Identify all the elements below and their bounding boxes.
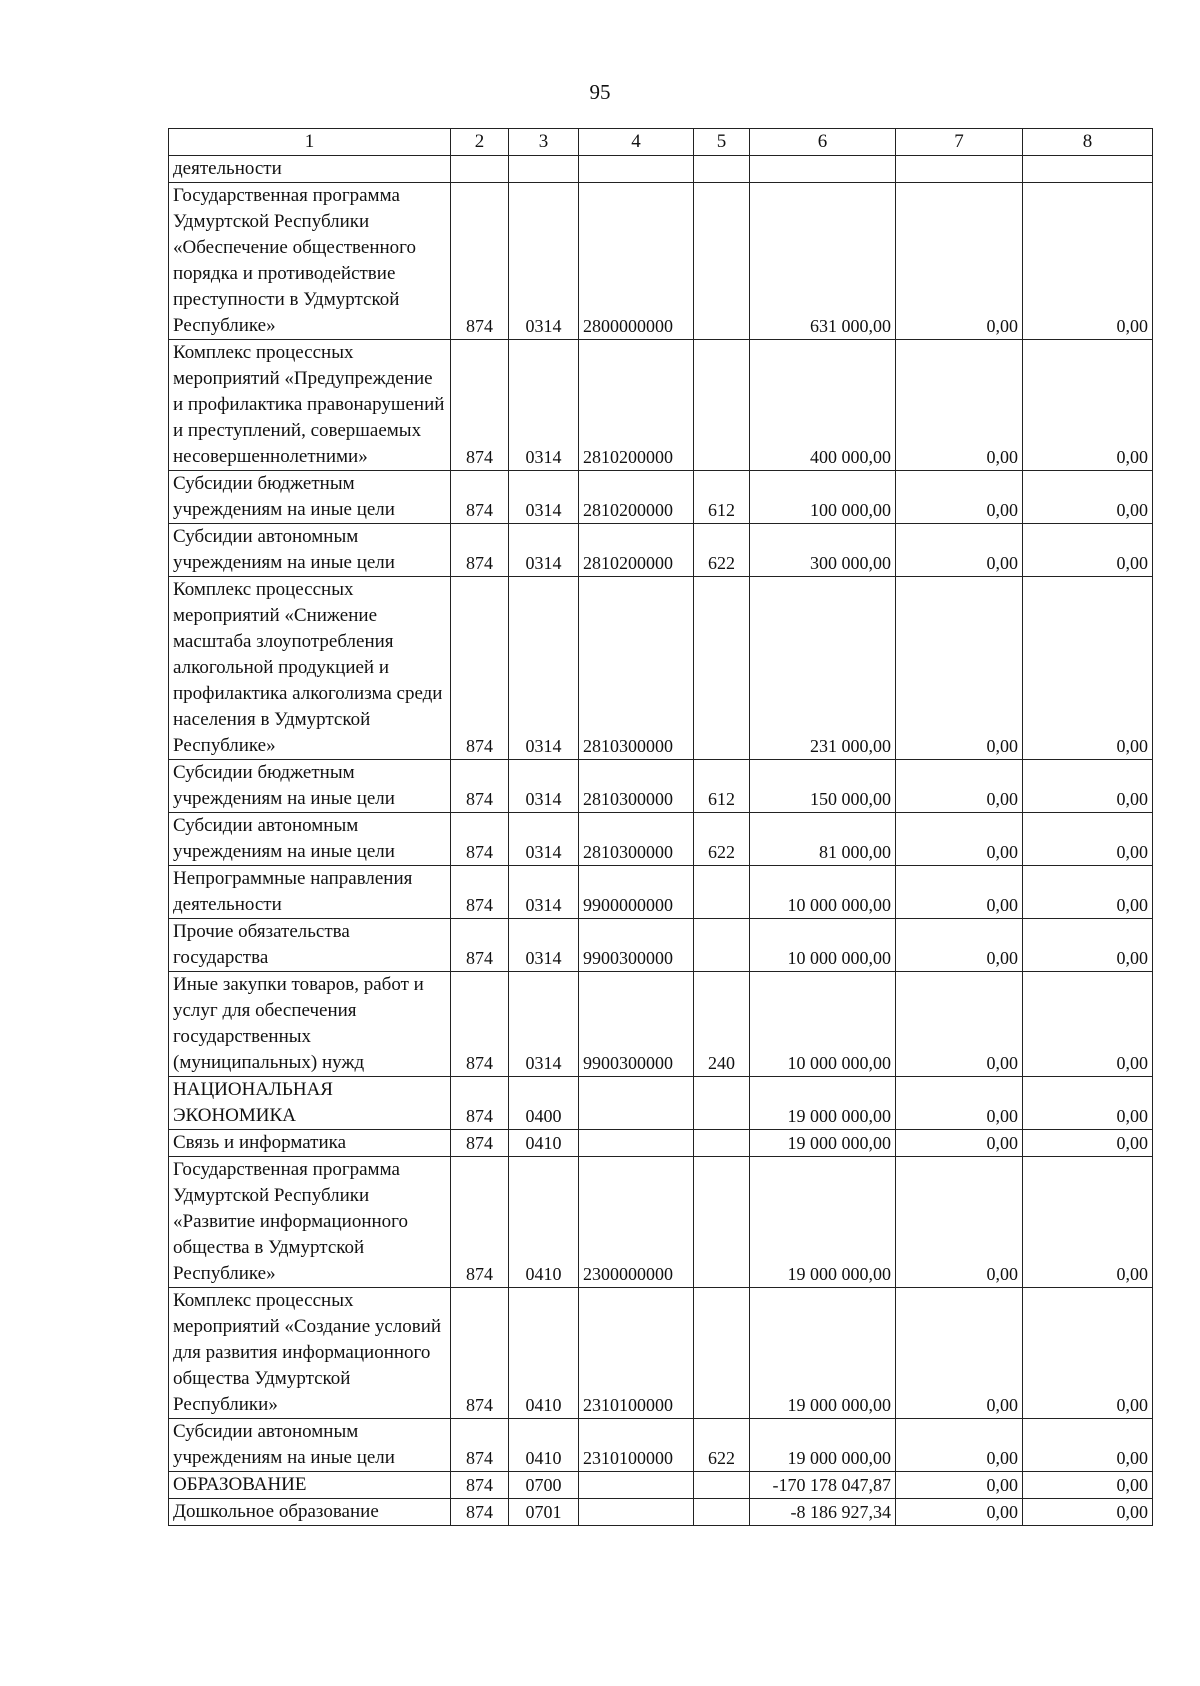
chapter-code: 874	[451, 183, 509, 340]
target-article	[579, 156, 694, 183]
amount-col6: 19 000 000,00	[750, 1288, 896, 1419]
amount-col7: 0,00	[896, 183, 1023, 340]
amount-col6	[750, 156, 896, 183]
expense-type	[694, 340, 750, 471]
section-code: 0701	[509, 1499, 579, 1526]
chapter-code: 874	[451, 972, 509, 1077]
table-row	[169, 577, 1153, 760]
expense-type	[694, 1288, 750, 1419]
row-name: Субсидии бюджетным учреждениям на иные цели	[169, 760, 451, 813]
row-name: Дошкольное образование	[169, 1499, 451, 1526]
expense-type	[694, 577, 750, 760]
amount-col6: 100 000,00	[750, 471, 896, 524]
amount-col6: 150 000,00	[750, 760, 896, 813]
chapter-code: 874	[451, 813, 509, 866]
amount-col6: 631 000,00	[750, 183, 896, 340]
amount-col7: 0,00	[896, 471, 1023, 524]
amount-col6: 19 000 000,00	[750, 1130, 896, 1157]
chapter-code: 874	[451, 866, 509, 919]
amount-col8: 0,00	[1023, 919, 1153, 972]
amount-col8: 0,00	[1023, 1288, 1153, 1419]
table-row	[169, 919, 1153, 972]
section-code: 0410	[509, 1419, 579, 1472]
row-name: Связь и информатика	[169, 1130, 451, 1157]
amount-col8: 0,00	[1023, 577, 1153, 760]
chapter-code: 874	[451, 1157, 509, 1288]
target-article: 9900300000	[579, 972, 694, 1077]
expense-type	[694, 1077, 750, 1130]
amount-col6: 81 000,00	[750, 813, 896, 866]
amount-col6: 10 000 000,00	[750, 972, 896, 1077]
amount-col8: 0,00	[1023, 972, 1153, 1077]
section-code: 0314	[509, 471, 579, 524]
amount-col7: 0,00	[896, 919, 1023, 972]
chapter-code: 874	[451, 340, 509, 471]
amount-col7: 0,00	[896, 813, 1023, 866]
amount-col7: 0,00	[896, 760, 1023, 813]
table-row	[169, 1472, 1153, 1499]
section-code: 0410	[509, 1130, 579, 1157]
row-name: Иные закупки товаров, работ и услуг для обеспечения государственных (муниципальных) нужд	[169, 972, 451, 1077]
amount-col8: 0,00	[1023, 866, 1153, 919]
expense-type	[694, 1499, 750, 1526]
expense-type: 240	[694, 972, 750, 1077]
chapter-code: 874	[451, 1419, 509, 1472]
column-header: 7	[896, 129, 1023, 156]
row-name: Комплекс процессных мероприятий «Предупреждение и профилактика правонарушений и преступлений, совершаемых несовершеннолетними»	[169, 340, 451, 471]
expense-type	[694, 1472, 750, 1499]
amount-col8: 0,00	[1023, 1157, 1153, 1288]
target-article: 2810200000	[579, 524, 694, 577]
target-article	[579, 1077, 694, 1130]
section-code: 0314	[509, 183, 579, 340]
target-article: 2800000000	[579, 183, 694, 340]
row-name: Субсидии автономным учреждениям на иные цели	[169, 813, 451, 866]
amount-col6: 231 000,00	[750, 577, 896, 760]
chapter-code: 874	[451, 577, 509, 760]
amount-col6: 19 000 000,00	[750, 1157, 896, 1288]
row-name: деятельности	[169, 156, 451, 183]
target-article	[579, 1499, 694, 1526]
amount-col7: 0,00	[896, 1288, 1023, 1419]
table-row	[169, 760, 1153, 813]
chapter-code	[451, 156, 509, 183]
expense-type: 612	[694, 471, 750, 524]
column-header: 8	[1023, 129, 1153, 156]
table-row	[169, 471, 1153, 524]
column-header: 4	[579, 129, 694, 156]
target-article: 2300000000	[579, 1157, 694, 1288]
target-article: 2810300000	[579, 760, 694, 813]
amount-col6: 400 000,00	[750, 340, 896, 471]
amount-col6: 10 000 000,00	[750, 866, 896, 919]
amount-col7: 0,00	[896, 1472, 1023, 1499]
target-article: 2810200000	[579, 471, 694, 524]
row-name: Прочие обязательства государства	[169, 919, 451, 972]
amount-col8: 0,00	[1023, 760, 1153, 813]
expense-type: 622	[694, 813, 750, 866]
row-name: Государственная программа Удмуртской Республики «Обеспечение общественного порядка и противодействие преступности в Удмуртской Республике»	[169, 183, 451, 340]
amount-col8: 0,00	[1023, 1419, 1153, 1472]
table-body	[169, 156, 1153, 1526]
row-name: Непрограммные направления деятельности	[169, 866, 451, 919]
amount-col8: 0,00	[1023, 471, 1153, 524]
column-header: 6	[750, 129, 896, 156]
expense-type	[694, 183, 750, 340]
target-article: 2810300000	[579, 813, 694, 866]
table-row	[169, 972, 1153, 1077]
amount-col7: 0,00	[896, 577, 1023, 760]
column-header: 3	[509, 129, 579, 156]
column-header: 2	[451, 129, 509, 156]
section-code: 0314	[509, 340, 579, 471]
section-code: 0314	[509, 813, 579, 866]
amount-col6: 19 000 000,00	[750, 1077, 896, 1130]
section-code: 0314	[509, 524, 579, 577]
table-row	[169, 1419, 1153, 1472]
expense-type	[694, 156, 750, 183]
amount-col8: 0,00	[1023, 183, 1153, 340]
amount-col6: 10 000 000,00	[750, 919, 896, 972]
row-name: НАЦИОНАЛЬНАЯ ЭКОНОМИКА	[169, 1077, 451, 1130]
amount-col6: 19 000 000,00	[750, 1419, 896, 1472]
amount-col7: 0,00	[896, 866, 1023, 919]
amount-col6: -8 186 927,34	[750, 1499, 896, 1526]
chapter-code: 874	[451, 471, 509, 524]
target-article	[579, 1130, 694, 1157]
table-row	[169, 183, 1153, 340]
amount-col8: 0,00	[1023, 340, 1153, 471]
table-row	[169, 156, 1153, 183]
target-article: 2810200000	[579, 340, 694, 471]
row-name: Субсидии автономным учреждениям на иные цели	[169, 1419, 451, 1472]
chapter-code: 874	[451, 760, 509, 813]
amount-col8: 0,00	[1023, 1499, 1153, 1526]
amount-col7: 0,00	[896, 1419, 1023, 1472]
amount-col8: 0,00	[1023, 1077, 1153, 1130]
table-row	[169, 813, 1153, 866]
amount-col7: 0,00	[896, 524, 1023, 577]
table-row	[169, 1130, 1153, 1157]
chapter-code: 874	[451, 524, 509, 577]
amount-col7: 0,00	[896, 1130, 1023, 1157]
row-name: Комплекс процессных мероприятий «Снижение масштаба злоупотребления алкогольной продукцией и профилактика алкоголизма среди населения в Удмуртской Республике»	[169, 577, 451, 760]
section-code: 0410	[509, 1288, 579, 1419]
section-code: 0410	[509, 1157, 579, 1288]
page-number: 95	[589, 80, 611, 104]
table-row	[169, 340, 1153, 471]
amount-col7: 0,00	[896, 972, 1023, 1077]
expense-type	[694, 866, 750, 919]
section-code: 0314	[509, 866, 579, 919]
chapter-code: 874	[451, 1288, 509, 1419]
amount-col7	[896, 156, 1023, 183]
expense-type	[694, 1157, 750, 1288]
target-article: 9900300000	[579, 919, 694, 972]
chapter-code: 874	[451, 1472, 509, 1499]
expense-type: 622	[694, 524, 750, 577]
row-name: Субсидии бюджетным учреждениям на иные цели	[169, 471, 451, 524]
row-name: Субсидии автономным учреждениям на иные цели	[169, 524, 451, 577]
amount-col7: 0,00	[896, 340, 1023, 471]
amount-col6: -170 178 047,87	[750, 1472, 896, 1499]
section-code: 0314	[509, 577, 579, 760]
table-row	[169, 524, 1153, 577]
expense-type: 622	[694, 1419, 750, 1472]
target-article	[579, 1472, 694, 1499]
chapter-code: 874	[451, 1077, 509, 1130]
row-name: ОБРАЗОВАНИЕ	[169, 1472, 451, 1499]
chapter-code: 874	[451, 1130, 509, 1157]
chapter-code: 874	[451, 1499, 509, 1526]
amount-col7: 0,00	[896, 1077, 1023, 1130]
amount-col8: 0,00	[1023, 1472, 1153, 1499]
amount-col6: 300 000,00	[750, 524, 896, 577]
target-article: 2310100000	[579, 1419, 694, 1472]
target-article: 2310100000	[579, 1288, 694, 1419]
expense-type	[694, 1130, 750, 1157]
amount-col7: 0,00	[896, 1157, 1023, 1288]
target-article: 9900000000	[579, 866, 694, 919]
amount-col8: 0,00	[1023, 1130, 1153, 1157]
budget-table	[168, 128, 1153, 1526]
header-row	[169, 129, 1153, 156]
section-code: 0314	[509, 760, 579, 813]
expense-type: 612	[694, 760, 750, 813]
column-header: 1	[169, 129, 451, 156]
amount-col8: 0,00	[1023, 524, 1153, 577]
row-name: Государственная программа Удмуртской Республики «Развитие информационного общества в Удмуртской Республике»	[169, 1157, 451, 1288]
amount-col7: 0,00	[896, 1499, 1023, 1526]
table-row	[169, 1157, 1153, 1288]
table-row	[169, 866, 1153, 919]
row-name: Комплекс процессных мероприятий «Создание условий для развития информационного общества Удмуртской Республики»	[169, 1288, 451, 1419]
target-article: 2810300000	[579, 577, 694, 760]
column-header: 5	[694, 129, 750, 156]
section-code: 0400	[509, 1077, 579, 1130]
amount-col8	[1023, 156, 1153, 183]
table-row	[169, 1499, 1153, 1526]
table-row	[169, 1288, 1153, 1419]
chapter-code: 874	[451, 919, 509, 972]
section-code: 0314	[509, 972, 579, 1077]
expense-type	[694, 919, 750, 972]
table-row	[169, 1077, 1153, 1130]
section-code: 0314	[509, 919, 579, 972]
amount-col8: 0,00	[1023, 813, 1153, 866]
section-code: 0700	[509, 1472, 579, 1499]
section-code	[509, 156, 579, 183]
